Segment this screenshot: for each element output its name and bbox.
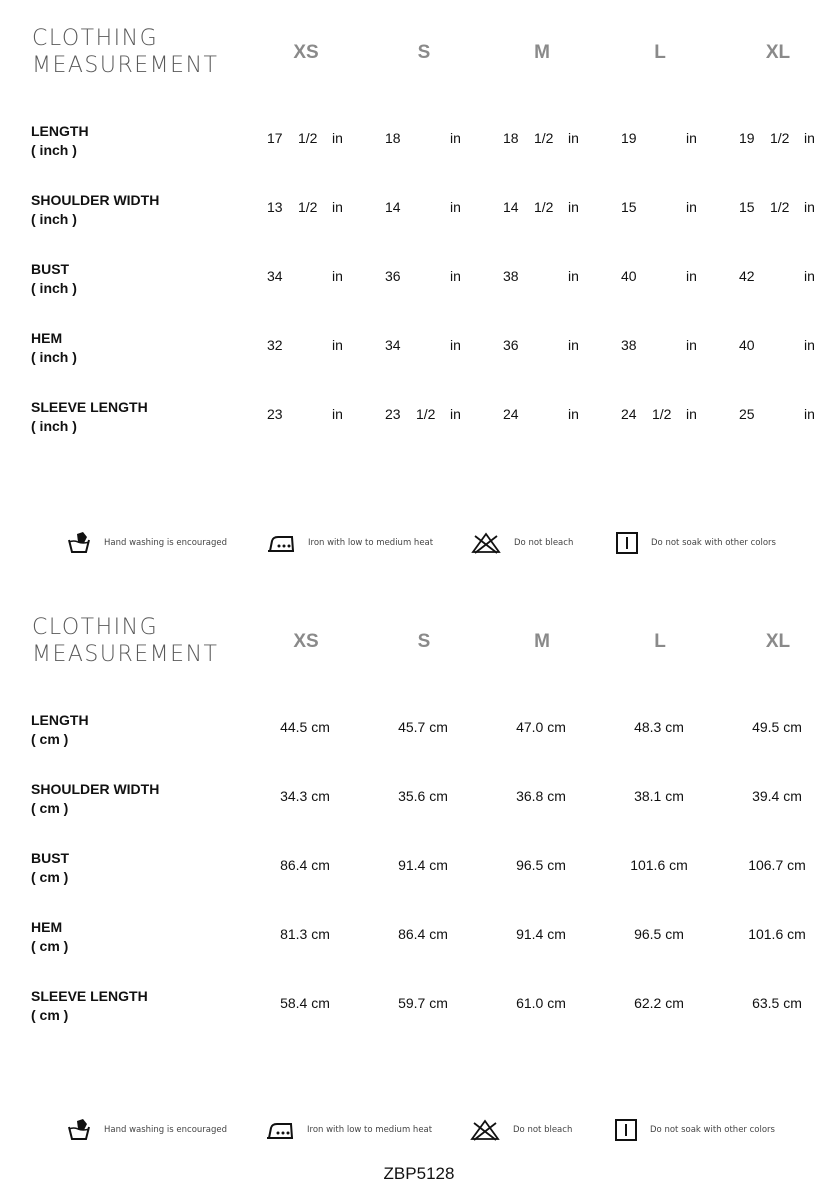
row-label	[31, 191, 159, 229]
value-cm: 59.7 cm	[398, 995, 448, 1011]
value-unit: in	[686, 337, 697, 353]
care-item-iron	[265, 1116, 432, 1144]
value-unit: in	[804, 406, 815, 422]
care-text: Iron with low to medium heat	[307, 1125, 433, 1135]
value-whole: 40	[621, 268, 637, 284]
value-unit: in	[332, 337, 343, 353]
value-whole: 34	[267, 268, 283, 284]
inch-measurement-table	[0, 0, 838, 470]
row-label	[31, 260, 77, 298]
no-bleach-icon	[469, 1118, 501, 1142]
size-header-s: S	[417, 42, 431, 63]
value-whole: 19	[621, 130, 637, 146]
no-soak-icon	[615, 531, 639, 555]
value-unit: in	[332, 199, 343, 215]
care-instructions	[0, 1116, 838, 1146]
row-label	[31, 987, 148, 1025]
care-text: Hand washing is encouraged	[104, 538, 228, 548]
value-cm: 48.3 cm	[634, 719, 684, 735]
value-unit: in	[450, 268, 461, 284]
value-unit: in	[686, 268, 697, 284]
care-item-no-soak	[614, 1116, 775, 1144]
value-cm: 81.3 cm	[280, 926, 330, 942]
value-whole: 34	[385, 337, 401, 353]
value-cm: 61.0 cm	[516, 995, 566, 1011]
care-item-hand-wash	[66, 1116, 227, 1144]
value-unit: in	[568, 268, 579, 284]
value-whole: 13	[267, 199, 283, 215]
measurement-unit: ( inch )	[31, 349, 77, 365]
value-whole: 18	[385, 130, 401, 146]
size-header-m: M	[534, 631, 550, 652]
size-header-l: L	[654, 631, 666, 652]
value-whole: 36	[503, 337, 519, 353]
care-text: Iron with low to medium heat	[308, 538, 434, 548]
inch-table-title	[32, 25, 218, 79]
size-header-m: M	[534, 42, 550, 63]
value-unit: in	[686, 130, 697, 146]
measurement-name: HEM	[31, 330, 63, 346]
measurement-unit: ( cm )	[31, 800, 69, 816]
care-item-hand-wash	[66, 529, 227, 557]
value-cm: 47.0 cm	[516, 719, 566, 735]
value-whole: 17	[267, 130, 283, 146]
value-cm: 34.3 cm	[280, 788, 330, 804]
value-whole: 14	[503, 199, 519, 215]
measurement-name: HEM	[31, 919, 63, 935]
value-cm: 39.4 cm	[752, 788, 802, 804]
value-unit: in	[804, 268, 815, 284]
size-header-xl: XL	[765, 42, 791, 63]
title-line-1: CLOTHING	[32, 26, 159, 51]
row-label	[31, 780, 159, 818]
row-label	[31, 849, 69, 887]
size-header-xl: XL	[765, 631, 791, 652]
measurement-name: BUST	[31, 261, 70, 277]
care-item-no-bleach	[469, 1116, 572, 1144]
value-unit: in	[450, 337, 461, 353]
value-cm: 91.4 cm	[516, 926, 566, 942]
value-unit: in	[332, 268, 343, 284]
iron-icon	[265, 1118, 295, 1142]
value-unit: in	[686, 199, 697, 215]
care-text: Do not bleach	[514, 538, 574, 548]
row-label	[31, 918, 68, 956]
value-whole: 24	[503, 406, 519, 422]
cm-measurement-table	[0, 589, 838, 1049]
value-cm: 35.6 cm	[398, 788, 448, 804]
value-unit: in	[332, 130, 343, 146]
value-unit: in	[686, 406, 697, 422]
value-cm: 63.5 cm	[752, 995, 802, 1011]
value-unit: in	[804, 199, 815, 215]
row-label	[31, 398, 148, 436]
measurement-name: LENGTH	[31, 712, 89, 728]
value-frac: 1/2	[652, 406, 672, 422]
title-line-1: CLOTHING	[32, 615, 159, 640]
care-instructions	[0, 529, 838, 559]
value-frac: 1/2	[298, 130, 318, 146]
value-whole: 40	[739, 337, 755, 353]
value-frac: 1/2	[770, 130, 790, 146]
value-unit: in	[332, 406, 343, 422]
row-label	[31, 711, 89, 749]
size-header-xs: XS	[293, 631, 319, 652]
value-whole: 42	[739, 268, 755, 284]
value-cm: 36.8 cm	[516, 788, 566, 804]
measurement-name: SHOULDER WIDTH	[31, 781, 160, 797]
value-whole: 32	[267, 337, 283, 353]
value-cm: 86.4 cm	[398, 926, 448, 942]
measurement-unit: ( cm )	[31, 869, 69, 885]
value-cm: 44.5 cm	[280, 719, 330, 735]
value-cm: 86.4 cm	[280, 857, 330, 873]
value-frac: 1/2	[416, 406, 436, 422]
value-frac: 1/2	[534, 199, 554, 215]
care-text: Hand washing is encouraged	[104, 1125, 228, 1135]
value-cm: 38.1 cm	[634, 788, 684, 804]
measurement-unit: ( cm )	[31, 731, 69, 747]
care-item-no-bleach	[470, 529, 573, 557]
measurement-unit: ( inch )	[31, 142, 77, 158]
value-unit: in	[450, 406, 461, 422]
measurement-name: LENGTH	[31, 123, 89, 139]
value-whole: 36	[385, 268, 401, 284]
value-cm: 58.4 cm	[280, 995, 330, 1011]
hand-wash-icon	[66, 1117, 92, 1143]
value-unit: in	[568, 337, 579, 353]
value-frac: 1/2	[534, 130, 554, 146]
value-unit: in	[568, 130, 579, 146]
cm-table-title	[32, 614, 218, 668]
value-whole: 23	[385, 406, 401, 422]
value-whole: 23	[267, 406, 283, 422]
value-whole: 19	[739, 130, 755, 146]
value-unit: in	[450, 199, 461, 215]
value-unit: in	[568, 199, 579, 215]
value-cm: 62.2 cm	[634, 995, 684, 1011]
size-header-s: S	[417, 631, 431, 652]
value-unit: in	[804, 337, 815, 353]
care-text: Do not bleach	[513, 1125, 573, 1135]
value-cm: 45.7 cm	[398, 719, 448, 735]
no-bleach-icon	[470, 531, 502, 555]
value-frac: 1/2	[770, 199, 790, 215]
value-whole: 15	[621, 199, 637, 215]
no-soak-icon	[614, 1118, 638, 1142]
value-cm: 49.5 cm	[752, 719, 802, 735]
value-cm: 106.7 cm	[748, 857, 806, 873]
measurement-name: SLEEVE LENGTH	[31, 988, 148, 1004]
measurement-unit: ( inch )	[31, 211, 77, 227]
value-cm: 91.4 cm	[398, 857, 448, 873]
measurement-unit: ( cm )	[31, 938, 69, 954]
measurement-unit: ( inch )	[31, 280, 77, 296]
size-header-l: L	[654, 42, 666, 63]
value-frac: 1/2	[298, 199, 318, 215]
measurement-unit: ( cm )	[31, 1007, 69, 1023]
value-cm: 96.5 cm	[516, 857, 566, 873]
value-unit: in	[804, 130, 815, 146]
value-whole: 15	[739, 199, 755, 215]
value-whole: 14	[385, 199, 401, 215]
value-unit: in	[450, 130, 461, 146]
hand-wash-icon	[66, 530, 92, 556]
measurement-name: SLEEVE LENGTH	[31, 399, 148, 415]
title-line-2: MEASUREMENT	[32, 642, 219, 667]
care-item-no-soak	[615, 529, 776, 557]
value-whole: 38	[503, 268, 519, 284]
care-item-iron	[266, 529, 433, 557]
care-text: Do not soak with other colors	[650, 1125, 775, 1135]
value-whole: 24	[621, 406, 637, 422]
size-header-xs: XS	[293, 42, 319, 63]
value-whole: 25	[739, 406, 755, 422]
value-cm: 96.5 cm	[634, 926, 684, 942]
product-code: ZBP5128	[383, 1164, 455, 1183]
value-cm: 101.6 cm	[630, 857, 688, 873]
care-text: Do not soak with other colors	[651, 538, 776, 548]
value-unit: in	[568, 406, 579, 422]
row-label	[31, 329, 77, 367]
measurement-name: BUST	[31, 850, 70, 866]
value-whole: 38	[621, 337, 637, 353]
value-whole: 18	[503, 130, 519, 146]
measurement-name: SHOULDER WIDTH	[31, 192, 160, 208]
value-cm: 101.6 cm	[748, 926, 806, 942]
row-label	[31, 122, 89, 160]
title-line-2: MEASUREMENT	[32, 53, 219, 78]
measurement-unit: ( inch )	[31, 418, 77, 434]
iron-icon	[266, 531, 296, 555]
